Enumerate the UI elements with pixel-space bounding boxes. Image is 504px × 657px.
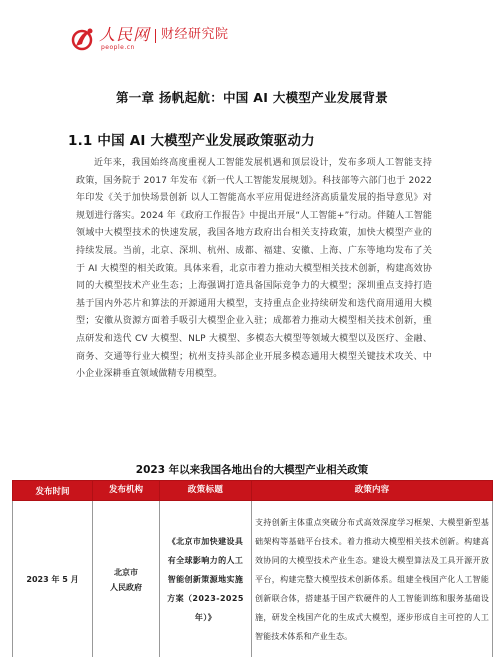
table-row — [13, 501, 493, 657]
body-text — [76, 155, 432, 384]
logo-main-text: 人民网 — [99, 25, 151, 44]
people-cn-logo — [70, 26, 229, 56]
column-header-date: 发布时间 — [13, 481, 93, 501]
cell-content: 支持创新主体重点突破分布式高效深度学习框架、大模型新型基础架构等基础平台技术。着力推动大模型相关技术创新。构建高效协同的大模型技术产业生态。建设大模型算法及工具开源开放平台，构建完整大模型技术创新体系。组建全栈国产化人工智能创新联合体，搭建基于国产软硬件的人工智能训练和服务基础设施，研发全栈国产化的生成式大模型，逐步形成自主可控的人工智能技术体系和产业生态。 — [252, 501, 493, 657]
logo-sub-text: 财经研究院 — [161, 27, 229, 42]
policy-table — [12, 480, 493, 657]
chapter-title: 第一章 扬帆起航：中国 AI 大模型产业发展背景 — [115, 90, 389, 105]
logo-divider — [155, 29, 156, 43]
page-header — [0, 0, 504, 62]
column-header-title: 政策标题 — [160, 481, 252, 501]
cell-date: 2023 年 5 月 — [13, 501, 93, 657]
column-header-content: 政策内容 — [252, 481, 493, 501]
section-title: 1.1 中国 AI 大模型产业发展政策驱动力 — [68, 133, 315, 149]
table-header-row — [13, 481, 493, 501]
cell-org — [93, 501, 160, 657]
body-paragraph: 近年来，我国始终高度重视人工智能发展机遇和顶层设计，发布多项人工智能支持政策，国务院于 2017 年发布《新一代人工智能发展规划》。科技部等六部门也于 2022 年印发《关于加快场景创新 以人工智能高水平应用促进经济高质量发展的指导意见》对规划进行落实。2024 年《政府工作报告》中提出开展“人工智能+”行动。伴随人工智能领域中大模型技术的快速发展，我国各地方政府出台相关支持政策，加快大模型产业的持续发展。当前，北京、深圳、杭州、成都、福建、安徽、上海、广东等地均发布了关于 AI 大模型的相关政策。具体来看，北京市着力推动大模型相关技术创新，构建高效协同的大模型技术产业生态；上海强调打造具备国际竞争力的大模型；深圳重点支持打造基于国内外芯片和算法的开源通用大模型，支持重点企业持续研发和迭代商用通用大模型；安徽从资源方面着手吸引大模型企业入驻；成都着力推动大模型相关技术创新，重点研发和迭代 CV 大模型、NLP 大模型、多模态大模型等领域大模型以及医疗、金融、商务、交通等行业大模型；杭州支持头部企业开展多模态通用大模型关键技术攻关、中小企业深耕垂直领域做精专用模型。 — [76, 158, 432, 380]
cell-org-text: 北京市 人民政府 — [110, 567, 142, 592]
table-title: 2023 年以来我国各地出台的大模型产业相关政策 — [135, 464, 369, 476]
people-logo-icon — [70, 26, 96, 52]
cell-title: 《北京市加快建设具有全球影响力的人工智能创新策源地实施方案（2023-2025 年）》 — [160, 501, 252, 657]
column-header-org: 发布机构 — [93, 481, 160, 501]
logo-url-text: people.cn — [101, 44, 135, 51]
